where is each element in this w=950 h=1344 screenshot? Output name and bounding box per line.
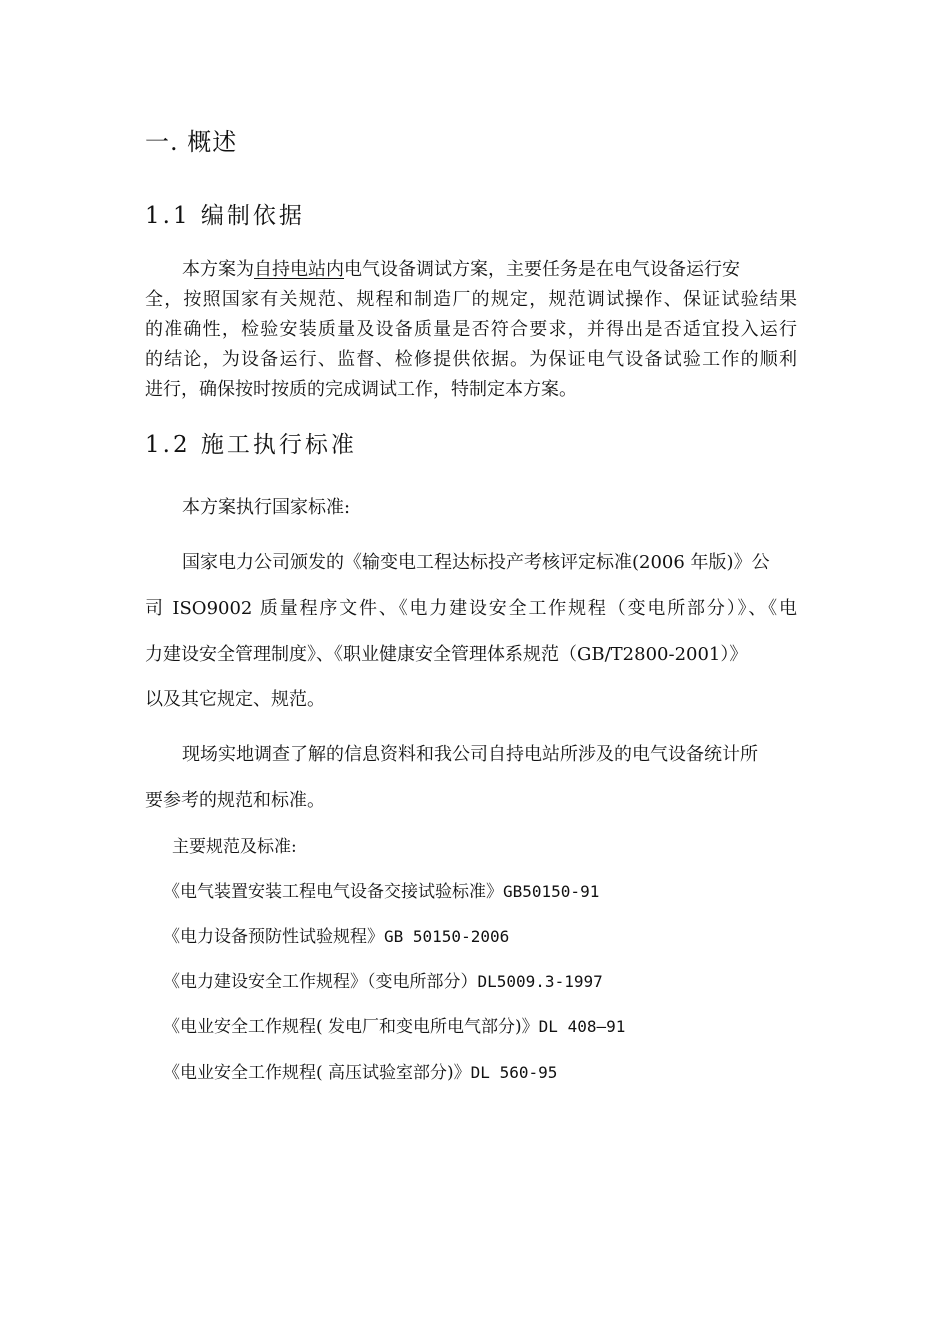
basis-line-5: 进行，确保按时按质的完成调试工作，特制定本方案。 xyxy=(145,379,577,400)
section-heading-standards: 1.2 施工执行标准 xyxy=(145,432,357,458)
basis-line-4: 的结论，为设备运行、监督、检修提供依据。为保证电气设备试验工作的顺利 xyxy=(145,349,797,370)
basis-line-1-underlined: 自持电站内 xyxy=(254,259,344,280)
reference-code: DL5009.3-1997 xyxy=(477,972,603,991)
basis-line-2: 全，按照国家有关规范、规程和制造厂的规定，规范调试操作、保证试验结果 xyxy=(145,289,797,310)
section-heading-overview: 一. 概述 xyxy=(145,128,238,156)
standards-p1-line-1: 国家电力公司颁发的《输变电工程达标投产考核评定标准(2006 年版)》公 xyxy=(182,552,770,573)
reference-title: 《电气装置安装工程电气设备交接试验标准》 xyxy=(163,882,503,902)
reference-title: 《电业安全工作规程( 高压试验室部分)》 xyxy=(163,1063,471,1083)
standards-p1-line-2: 司 ISO9002 质量程序文件、《电力建设安全工作规程（变电所部分）》、《电 xyxy=(145,598,797,619)
standards-intro: 本方案执行国家标准: xyxy=(182,497,351,518)
standards-p2-line-1: 现场实地调查了解的信息资料和我公司自持电站所涉及的电气设备统计所 xyxy=(182,744,758,765)
reference-item xyxy=(163,970,603,994)
standards-p1-line-3: 力建设安全管理制度》、《职业健康安全管理体系规范（GB/T2800-2001）》 xyxy=(145,644,748,665)
reference-item xyxy=(163,925,509,949)
basis-line-1-pre: 本方案为 xyxy=(182,259,254,280)
reference-title: 《电力设备预防性试验规程》 xyxy=(163,927,384,947)
reference-item xyxy=(163,880,599,904)
reference-item xyxy=(163,1061,557,1085)
reference-code: DL 408—91 xyxy=(538,1017,626,1036)
section-heading-basis: 1.1 编制依据 xyxy=(145,203,305,229)
reference-code: GB 50150-2006 xyxy=(384,927,510,946)
standards-p2-line-2: 要参考的规范和标准。 xyxy=(145,790,325,811)
reference-item xyxy=(163,1015,625,1039)
reference-title: 《电力建设安全工作规程》（变电所部分） xyxy=(163,972,478,992)
basis-line-1 xyxy=(182,258,740,282)
standards-p1-line-4: 以及其它规定、规范。 xyxy=(145,689,325,710)
reference-code: GB50150-91 xyxy=(503,882,600,901)
reference-title: 《电业安全工作规程( 发电厂和变电所电气部分)》 xyxy=(163,1017,539,1037)
main-standards-label: 主要规范及标准: xyxy=(172,837,297,857)
reference-code: DL 560-95 xyxy=(470,1063,558,1082)
basis-line-1-post: 电气设备调试方案，主要任务是在电气设备运行安 xyxy=(344,259,740,280)
basis-line-3: 的准确性，检验安装质量及设备质量是否符合要求，并得出是否适宜投入运行 xyxy=(145,319,797,340)
